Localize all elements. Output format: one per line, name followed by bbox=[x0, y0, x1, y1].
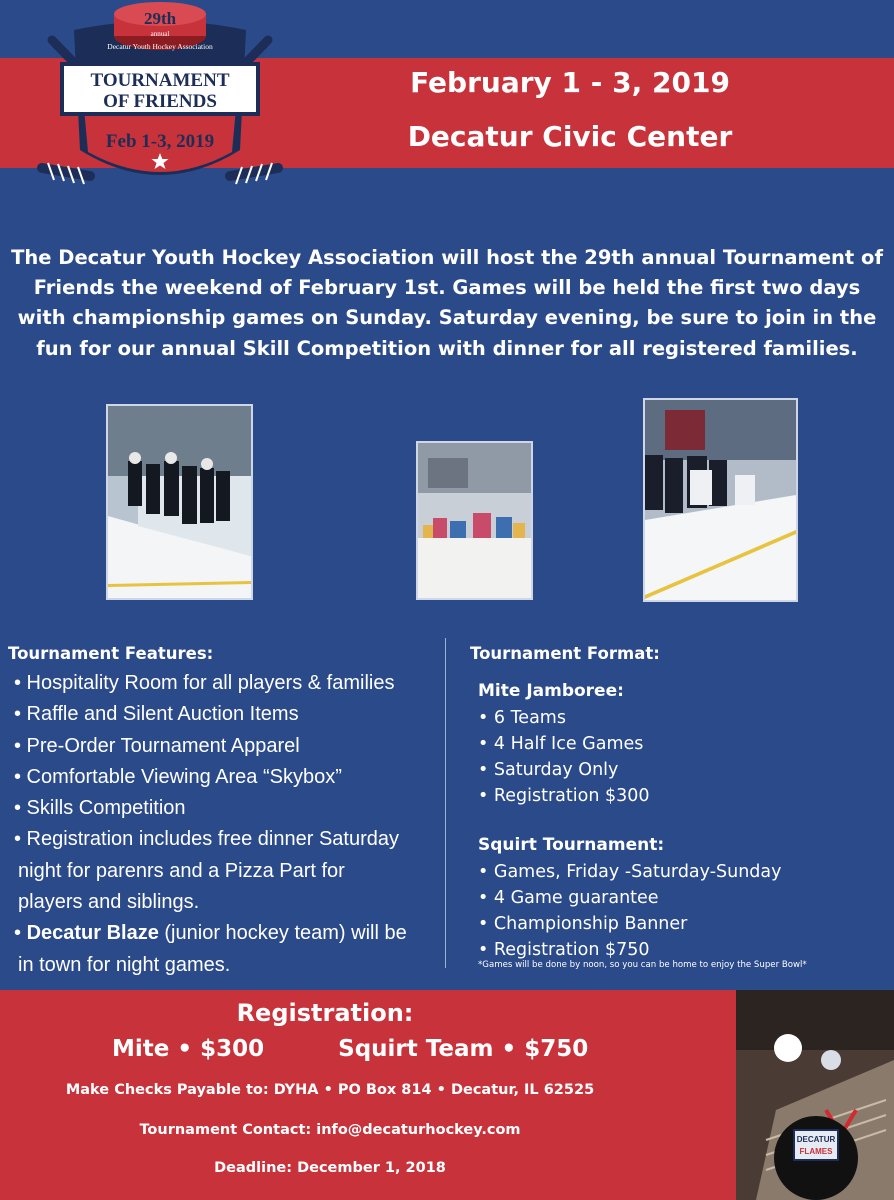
checks-payable-info: Make Checks Payable to: DYHA • PO Box 814 • Decatur, IL 62525 bbox=[65, 1082, 595, 1098]
intro-line: The Decatur Youth Hockey Association will host the 29th annual Tournament of bbox=[11, 246, 883, 269]
feature-item-continued: night for parenrs and a Pizza Part for bbox=[18, 859, 345, 882]
super-bowl-footnote: *Games will be done by noon, so you can be home to enjoy the Super Bowl* bbox=[478, 960, 807, 970]
intro-paragraph bbox=[0, 243, 894, 364]
photo-auction-table bbox=[416, 441, 533, 600]
mite-jamboree-title: Mite Jamboree: bbox=[478, 681, 624, 701]
mite-jamboree-list bbox=[478, 705, 650, 809]
format-item: • Championship Banner bbox=[478, 914, 688, 934]
feature-item-continued: in town for night games. bbox=[18, 953, 231, 976]
logo-dates: Feb 1-3, 2019 bbox=[105, 131, 215, 152]
event-dates: February 1 - 3, 2019 bbox=[410, 66, 730, 99]
registration-deadline: Deadline: December 1, 2018 bbox=[214, 1160, 446, 1176]
intro-line: with championship games on Sunday. Saturday evening, be sure to join in the bbox=[17, 306, 877, 330]
sign-text-line2: FLAMES bbox=[799, 1147, 833, 1156]
format-item: • 4 Game guarantee bbox=[478, 888, 659, 908]
format-item: • Registration $300 bbox=[478, 786, 650, 806]
format-title: Tournament Format: bbox=[470, 644, 660, 663]
tournament-contact: Tournament Contact: info@decaturhockey.com bbox=[139, 1122, 521, 1138]
blaze-team-name: Decatur Blaze bbox=[26, 922, 159, 945]
photo-lobby-decorations bbox=[736, 990, 894, 1200]
feature-item: • Hospitality Room for all players & families bbox=[14, 672, 395, 694]
feature-item: • Raffle and Silent Auction Items bbox=[14, 703, 299, 726]
feature-item-continued: players and siblings. bbox=[18, 891, 200, 914]
logo-title-line2: OF FRIENDS bbox=[103, 91, 217, 112]
format-item: • 6 Teams bbox=[478, 708, 566, 728]
features-title: Tournament Features: bbox=[8, 644, 214, 663]
blaze-bullet: • bbox=[14, 922, 27, 945]
event-venue: Decatur Civic Center bbox=[407, 120, 733, 153]
feature-item: • Skills Competition bbox=[14, 797, 186, 820]
feature-item: • Registration includes free dinner Saturday bbox=[14, 828, 399, 851]
intro-line: Friends the weekend of February 1st. Games will be held the first two days bbox=[33, 276, 861, 300]
feature-item: • Pre-Order Tournament Apparel bbox=[14, 734, 300, 757]
squirt-price: Squirt Team • $750 bbox=[338, 1036, 589, 1062]
column-divider bbox=[445, 638, 446, 968]
format-item: • Games, Friday -Saturday-Sunday bbox=[478, 862, 782, 882]
tournament-logo bbox=[30, 0, 290, 200]
features-list bbox=[14, 668, 434, 981]
logo-title-line1: TOURNAMENT bbox=[90, 70, 230, 91]
registration-title: Registration: bbox=[236, 999, 414, 1027]
format-item: • 4 Half Ice Games bbox=[478, 734, 644, 754]
squirt-tournament-title: Squirt Tournament: bbox=[478, 835, 665, 855]
logo-annual: annual bbox=[150, 30, 170, 38]
feature-item-blaze bbox=[14, 918, 434, 949]
photo-players-bench bbox=[106, 404, 253, 600]
logo-association: Decatur Youth Hockey Association bbox=[107, 42, 213, 51]
registration-prices bbox=[112, 1036, 588, 1062]
feature-item: • Comfortable Viewing Area “Skybox” bbox=[14, 765, 342, 788]
squirt-tournament-list bbox=[478, 859, 782, 963]
format-item: • Saturday Only bbox=[478, 760, 619, 780]
format-item: • Registration $750 bbox=[478, 940, 650, 960]
mite-price: Mite • $300 bbox=[112, 1036, 265, 1062]
blaze-description: (junior hockey team) will be bbox=[158, 922, 407, 945]
intro-line: fun for our annual Skill Competition with dinner for all registered families. bbox=[36, 336, 858, 360]
sign-text-line1: DECATUR bbox=[796, 1135, 836, 1144]
logo-year: 29th bbox=[143, 9, 177, 28]
photo-team-boards bbox=[643, 398, 798, 602]
